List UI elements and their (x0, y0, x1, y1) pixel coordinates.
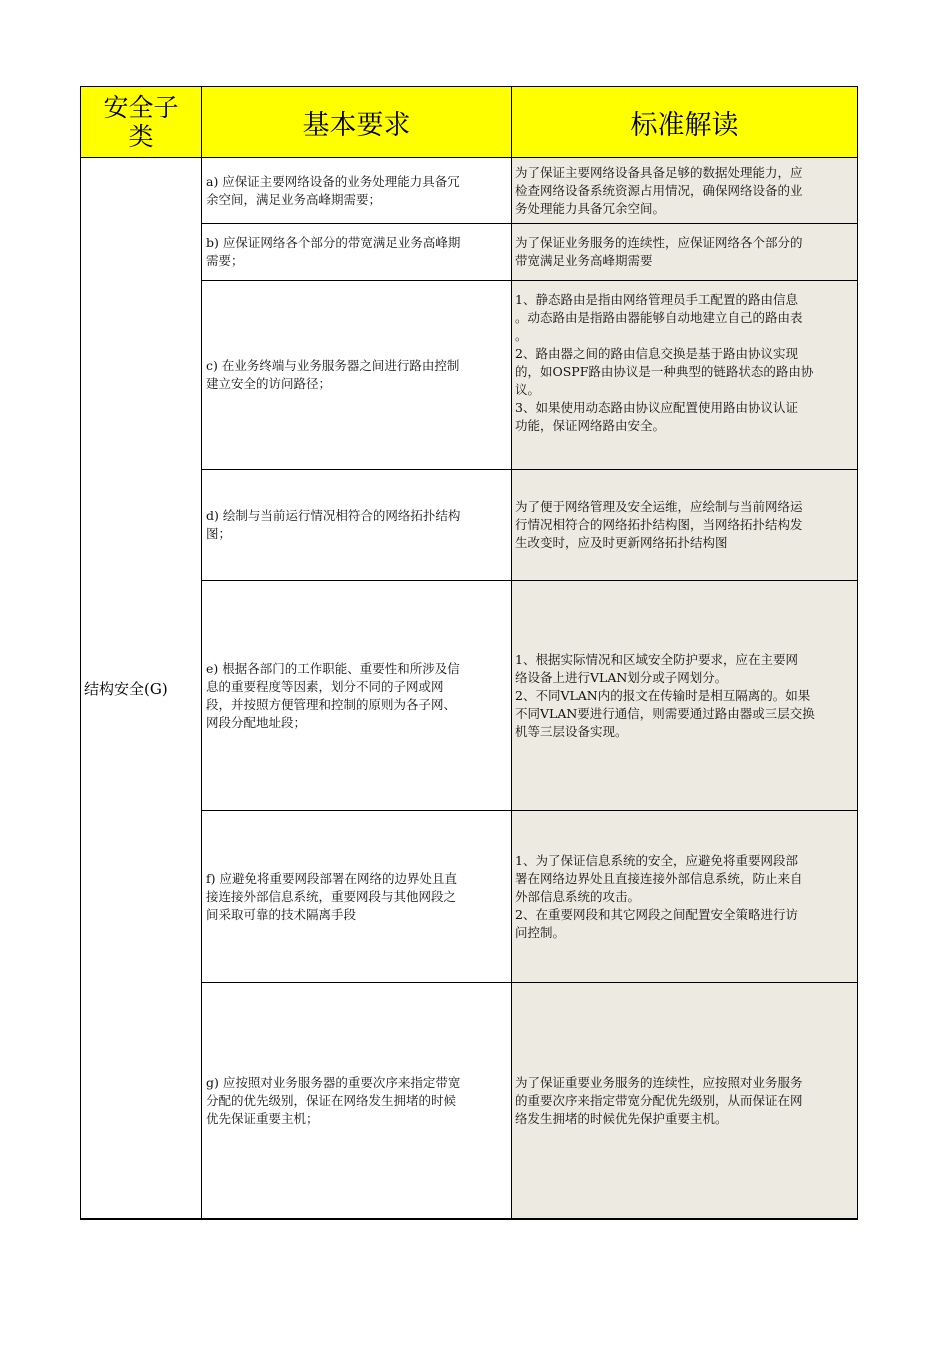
requirement-cell: d) 绘制与当前运行情况相符合的网络拓扑结构 图； (202, 470, 512, 581)
interpretation-cell: 为了便于网络管理及安全运维，应绘制与当前网络运 行情况相符合的网络拓扑结构图，当网络拓扑结构发 生改变时，应及时更新网络拓扑结构图 (512, 470, 858, 581)
requirement-cell: a) 应保证主要网络设备的业务处理能力具备冗 余空间，满足业务高峰期需要； (202, 158, 512, 224)
requirement-cell: c) 在业务终端与业务服务器之间进行路由控制 建立安全的访问路径； (202, 281, 512, 470)
header-standard-interpretation: 标准解读 (512, 87, 858, 158)
requirement-cell: g) 应按照对业务服务器的重要次序来指定带宽 分配的优先级别，保证在网络发生拥堵的时候 优先保证重要主机； (202, 983, 512, 1220)
interpretation-cell: 1、为了保证信息系统的安全，应避免将重要网段部 署在网络边界处且直接连接外部信息系统，防止来自 外部信息系统的攻击。 2、在重要网段和其它网段之间配置安全策略进行访 问控制。 (512, 811, 858, 983)
requirement-cell: f) 应避免将重要网段部署在网络的边界处且直 接连接外部信息系统，重要网段与其他网段之 间采取可靠的技术隔离手段 (202, 811, 512, 983)
interpretation-cell: 为了保证业务服务的连续性，应保证网络各个部分的 带宽满足业务高峰期需要 (512, 224, 858, 281)
category-cell: 结构安全(G) (81, 158, 202, 1220)
interpretation-cell: 为了保证重要业务服务的连续性，应按照对业务服务 的重要次序来指定带宽分配优先级别，从而保证在网 络发生拥堵的时候优先保护重要主机。 (512, 983, 858, 1220)
header-row (81, 87, 858, 158)
header-basic-requirements: 基本要求 (202, 87, 512, 158)
requirement-cell: b) 应保证网络各个部分的带宽满足业务高峰期 需要； (202, 224, 512, 281)
requirements-table (80, 86, 858, 1220)
interpretation-cell: 1、根据实际情况和区域安全防护要求，应在主要网 络设备上进行VLAN划分或子网划分。 2、不同VLAN内的报文在传输时是相互隔离的。如果 不同VLAN要进行通信，则需要通过路由器或三层交换 机等三层设备实现。 (512, 581, 858, 811)
header-security-subcategory: 安全子 类 (81, 87, 202, 158)
interpretation-cell: 为了保证主要网络设备具备足够的数据处理能力，应 检查网络设备系统资源占用情况，确保网络设备的业 务处理能力具备冗余空间。 (512, 158, 858, 224)
interpretation-cell: 1、静态路由是指由网络管理员手工配置的路由信息 。动态路由是指路由器能够自动地建立自己的路由表 。 2、路由器之间的路由信息交换是基于路由协议实现 的，如OSPF路由协议是一种典型的链路状态的路由协 议。 3、如果使用动态路由协议应配置使用路由协议认证 功能，保证网络路由安全。 (512, 281, 858, 470)
requirement-cell: e) 根据各部门的工作职能、重要性和所涉及信 息的重要程度等因素，划分不同的子网或网 段，并按照方便管理和控制的原则为各子网、 网段分配地址段； (202, 581, 512, 811)
table-row (81, 158, 858, 224)
